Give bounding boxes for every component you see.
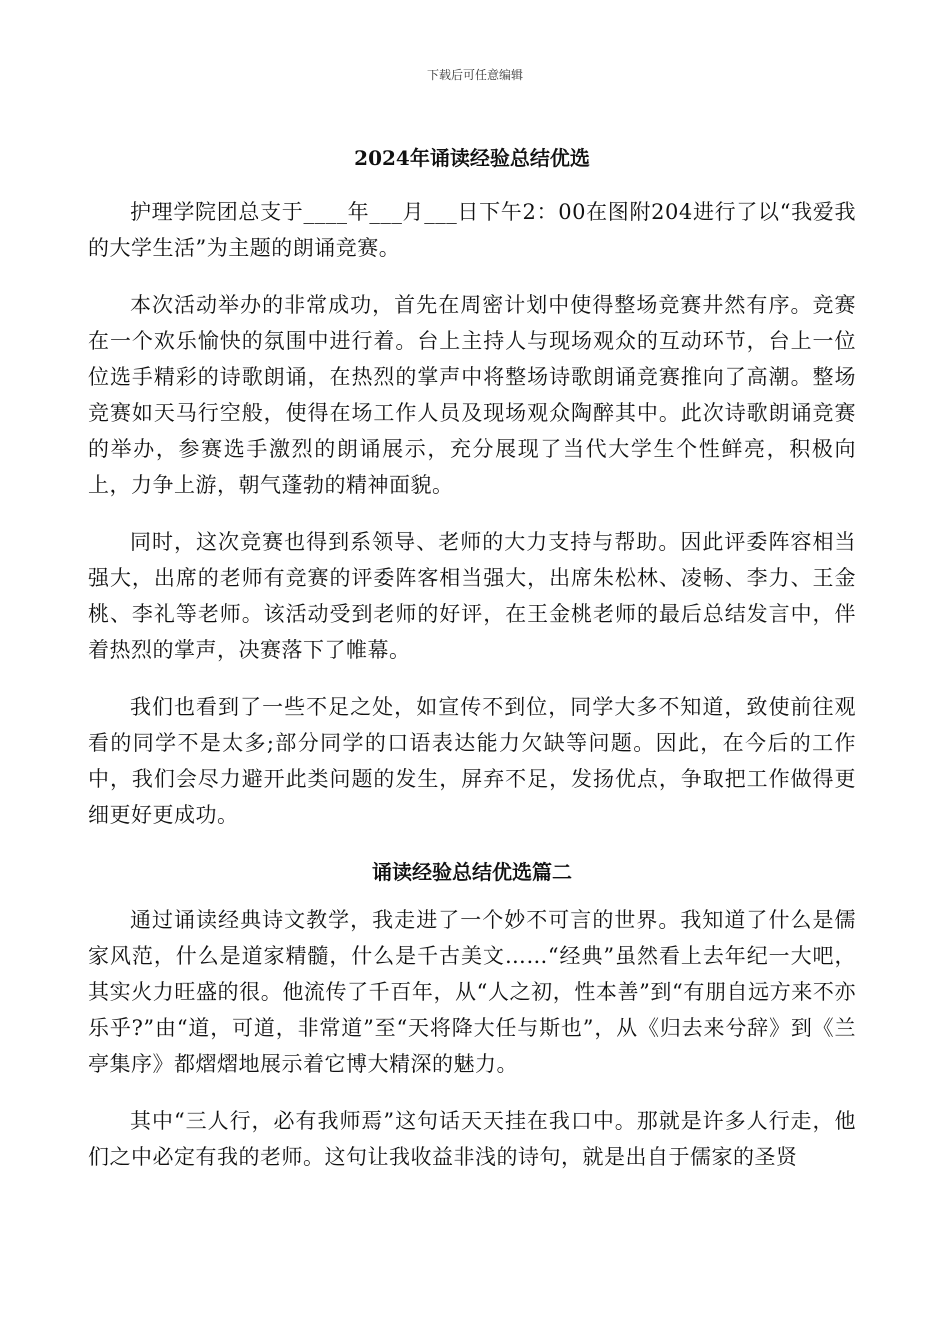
paragraph: 同时，这次竞赛也得到系领导、老师的大力支持与帮助。因此评委阵容相当强大，出席的老师有竞赛的评委阵客相当强大，出席朱松林、凌畅、李力、王金桃、李礼等老师。该活动受到老师的好评，在王金桃老师的最后总结发言中，伴着热烈的掌声，决赛落下了帷幕。 [88,530,856,662]
paragraph: 通过诵读经典诗文教学，我走进了一个妙不可言的世界。我知道了什么是儒家风范，什么是道家精髓，什么是千古美文……“经典”虽然看上去年纪一大吧，其实火力旺盛的很。他流传了千百年，从“人之初，性本善”到“有朋自远方来不亦乐乎?”由“道，可道，非常道”至“天将降大任与斯也”，从《归去来兮辞》到《兰亭集序》都熠熠地展示着它博大精深的魅力。 [88,908,856,1076]
paragraph: 本次活动举办的非常成功，首先在周密计划中使得整场竞赛井然有序。竞赛在一个欢乐愉快的氛围中进行着。台上主持人与现场观众的互动环节，台上一位位选手精彩的诗歌朗诵，在热烈的掌声中将整场诗歌朗诵竞赛推向了高潮。整场竞赛如天马行空般，使得在场工作人员及现场观众陶醉其中。此次诗歌朗诵竞赛的举办，参赛选手激烈的朗诵展示，充分展现了当代大学生个性鲜亮，积极向上，力争上游，朝气蓬勃的精神面貌。 [88,293,856,497]
section-subtitle: 诵读经验总结优选篇二 [372,860,572,884]
document-title: 2024年诵读经验总结优选 [354,146,590,170]
document-body [88,140,856,1196]
paragraph: 其中“三人行，必有我师焉”这句话天天挂在我口中。那就是许多人行走，他们之中必定有我的老师。这句让我收益非浅的诗句，就是出自于儒家的圣贤 [88,1109,856,1169]
header-note: 下载后可任意编辑 [426,68,523,82]
paragraph: 我们也看到了一些不足之处，如宣传不到位，同学大多不知道，致使前往观看的同学不是太多;部分同学的口语表达能力欠缺等问题。因此，在今后的工作中，我们会尽力避开此类问题的发生，屏弃不足，发扬优点，争取把工作做得更细更好更成功。 [88,695,856,827]
paragraph: 护理学院团总支于____年___月___日下午2：00在图附204进行了以“我爱我的大学生活”为主题的朗诵竞赛。 [88,200,856,260]
